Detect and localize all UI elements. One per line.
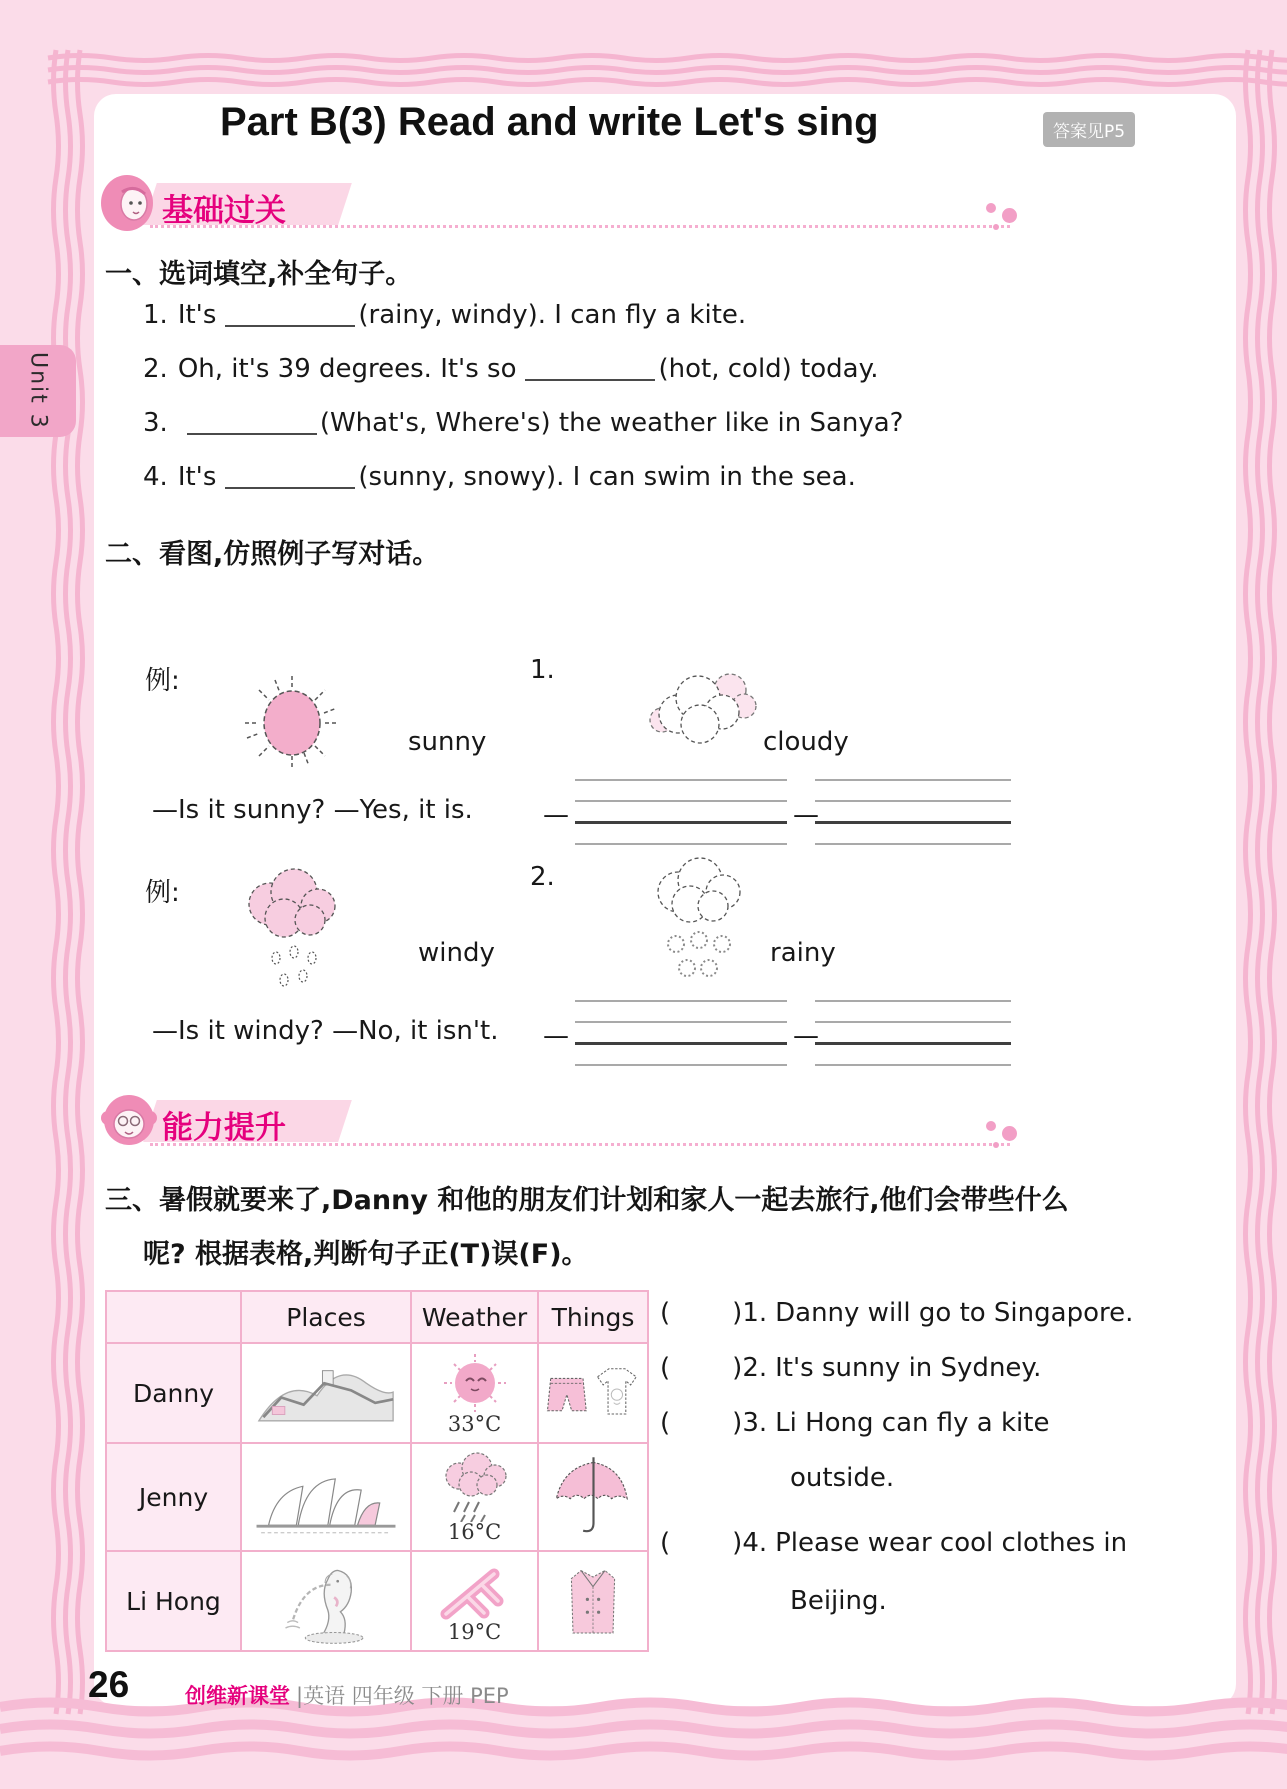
- example-dialogue: —Is it sunny? —Yes, it is.: [152, 795, 473, 825]
- item-number: 4.: [143, 462, 168, 492]
- book-meta: |英语 四年级 下册 PEP: [296, 1684, 509, 1708]
- table-cell-things: [539, 1552, 649, 1652]
- question-text-continued: Beijing.: [790, 1586, 887, 1616]
- exercise1-item: [143, 408, 903, 438]
- item-number: 2.: [143, 354, 168, 384]
- table-cell-place: [242, 1552, 412, 1652]
- item-text: (rainy, windy). I can fly a kite.: [358, 300, 747, 330]
- question-text: Please wear cool clothes in: [775, 1528, 1128, 1558]
- answer-paren-close: ): [732, 1528, 743, 1558]
- fill-in-blank[interactable]: [187, 409, 317, 435]
- question-number: 4.: [742, 1528, 768, 1558]
- item-number: 3.: [143, 408, 168, 438]
- item-text: (hot, cold) today.: [658, 354, 879, 384]
- temperature-label: 19°C: [447, 1619, 502, 1644]
- tf-question: [660, 1408, 1049, 1438]
- right-border-wave: [1240, 50, 1286, 1710]
- example-label: 例:: [145, 878, 180, 908]
- answer-paren-close: ): [732, 1408, 743, 1438]
- answer-reference-badge: 答案见P5: [1043, 112, 1135, 147]
- umbrella-picture: [546, 1452, 641, 1542]
- answer-paren-open: (: [660, 1528, 671, 1558]
- item-text: (sunny, snowy). I can swim in the sea.: [358, 462, 856, 492]
- exercise1-item: [143, 354, 879, 384]
- section-advanced-title: 能力提升: [162, 1110, 286, 1146]
- weather-word: windy: [418, 938, 495, 968]
- wind-flag-icon: [432, 1560, 518, 1622]
- cloud-icon: [640, 662, 765, 757]
- unit-tab-label: Unit 3: [25, 352, 51, 430]
- coat-picture: [557, 1557, 629, 1645]
- question-number: 3.: [742, 1408, 768, 1438]
- example-dialogue: —Is it windy? —No, it isn't.: [152, 1016, 499, 1046]
- dot-decoration: [986, 1121, 996, 1131]
- unit-tab[interactable]: [0, 345, 76, 437]
- dot-decoration: [986, 203, 996, 213]
- answer-dash: —: [543, 1021, 569, 1051]
- item-number: 1.: [143, 300, 168, 330]
- table-cell-weather: [412, 1444, 539, 1552]
- answer-paren-open: (: [660, 1408, 671, 1438]
- question-text: It's sunny in Sydney.: [775, 1353, 1042, 1383]
- fill-in-blank[interactable]: [225, 301, 355, 327]
- fill-in-blank[interactable]: [525, 355, 655, 381]
- answer-dash: —: [543, 800, 569, 830]
- answer-paren-close: ): [732, 1353, 743, 1383]
- column-header-places: Places: [242, 1292, 412, 1344]
- answer-paren-open: (: [660, 1353, 671, 1383]
- table-cell-weather: [412, 1344, 539, 1444]
- answer-writing-lines[interactable]: [575, 1000, 787, 1070]
- exercise1-item: [143, 300, 746, 330]
- left-border-wave: [48, 50, 94, 1710]
- sun-icon: [235, 668, 350, 778]
- table-cell-things: [539, 1344, 649, 1444]
- shorts-and-tshirt-picture: [541, 1357, 646, 1429]
- item-number: 1.: [530, 655, 555, 685]
- answer-dash: —: [793, 1021, 819, 1051]
- temperature-label: 33°C: [447, 1411, 502, 1436]
- table-cell-place: [242, 1344, 412, 1444]
- row-label: Jenny: [107, 1444, 242, 1552]
- sydney-opera-house-picture: [251, 1453, 401, 1541]
- question-text-continued: outside.: [790, 1463, 895, 1493]
- dotted-divider: [150, 225, 1010, 228]
- merlion-picture: [256, 1556, 396, 1646]
- top-border-wave: [48, 50, 1287, 96]
- table-cell-things: [539, 1444, 649, 1552]
- item-text: It's: [177, 462, 217, 492]
- smiling-sun-icon: [430, 1352, 520, 1414]
- answer-dash: —: [793, 800, 819, 830]
- question-number: 2.: [742, 1353, 768, 1383]
- answer-writing-lines[interactable]: [815, 779, 1011, 849]
- weather-word: sunny: [408, 727, 487, 757]
- answer-writing-lines[interactable]: [815, 1000, 1011, 1070]
- brand-name: 创维新课堂: [185, 1684, 290, 1708]
- question-number: 1.: [742, 1298, 768, 1328]
- great-wall-picture: [251, 1351, 401, 1436]
- rain-cloud-icon: [228, 862, 358, 1002]
- exercise1-heading: 一、选词填空,补全句子。: [105, 259, 413, 290]
- fill-in-blank[interactable]: [225, 463, 355, 489]
- row-label: Danny: [107, 1344, 242, 1444]
- table-corner-cell: [107, 1292, 242, 1344]
- column-header-things: Things: [539, 1292, 649, 1344]
- table-cell-place: [242, 1444, 412, 1552]
- exercise1-item: [143, 462, 856, 492]
- column-header-weather: Weather: [412, 1292, 539, 1344]
- tf-question: [660, 1353, 1041, 1383]
- question-text: Danny will go to Singapore.: [775, 1298, 1134, 1328]
- weather-word: cloudy: [763, 727, 849, 757]
- tf-question: [660, 1298, 1133, 1328]
- exercise3-heading-line1: 三、暑假就要来了,Danny 和他的朋友们计划和家人一起去旅行,他们会带些什么: [105, 1185, 1069, 1216]
- item-text: It's: [177, 300, 217, 330]
- example-label: 例:: [145, 666, 180, 696]
- section-basic-title: 基础过关: [162, 193, 286, 229]
- temperature-label: 16°C: [447, 1519, 502, 1544]
- row-label: Li Hong: [107, 1552, 242, 1652]
- item-text: (What's, Where's) the weather like in Sanya?: [319, 408, 904, 438]
- page-title: Part B(3) Read and write Let's sing: [220, 100, 879, 144]
- table-cell-weather: [412, 1552, 539, 1652]
- item-number: 2.: [530, 862, 555, 892]
- footer-imprint: [185, 1680, 509, 1710]
- dot-decoration: [993, 1142, 999, 1148]
- page-number: 26: [88, 1664, 130, 1705]
- item-text: Oh, it's 39 degrees. It's so: [177, 354, 517, 384]
- exercise2-heading: 二、看图,仿照例子写对话。: [105, 539, 440, 570]
- snow-cloud-icon: [638, 852, 763, 997]
- exercise3-heading-line2: 呢? 根据表格,判断句子正(T)误(F)。: [143, 1239, 589, 1270]
- dot-decoration: [993, 224, 999, 230]
- rain-cloud-small-icon: [431, 1452, 519, 1522]
- dotted-divider: [150, 1143, 1010, 1146]
- answer-writing-lines[interactable]: [575, 779, 787, 849]
- tf-question: [660, 1528, 1127, 1558]
- answer-paren-open: (: [660, 1298, 671, 1328]
- travel-plan-table: [105, 1290, 649, 1652]
- answer-paren-close: ): [732, 1298, 743, 1328]
- weather-word: rainy: [770, 938, 836, 968]
- question-text: Li Hong can fly a kite: [775, 1408, 1050, 1438]
- dot-decoration: [1002, 208, 1017, 223]
- dot-decoration: [1002, 1126, 1017, 1141]
